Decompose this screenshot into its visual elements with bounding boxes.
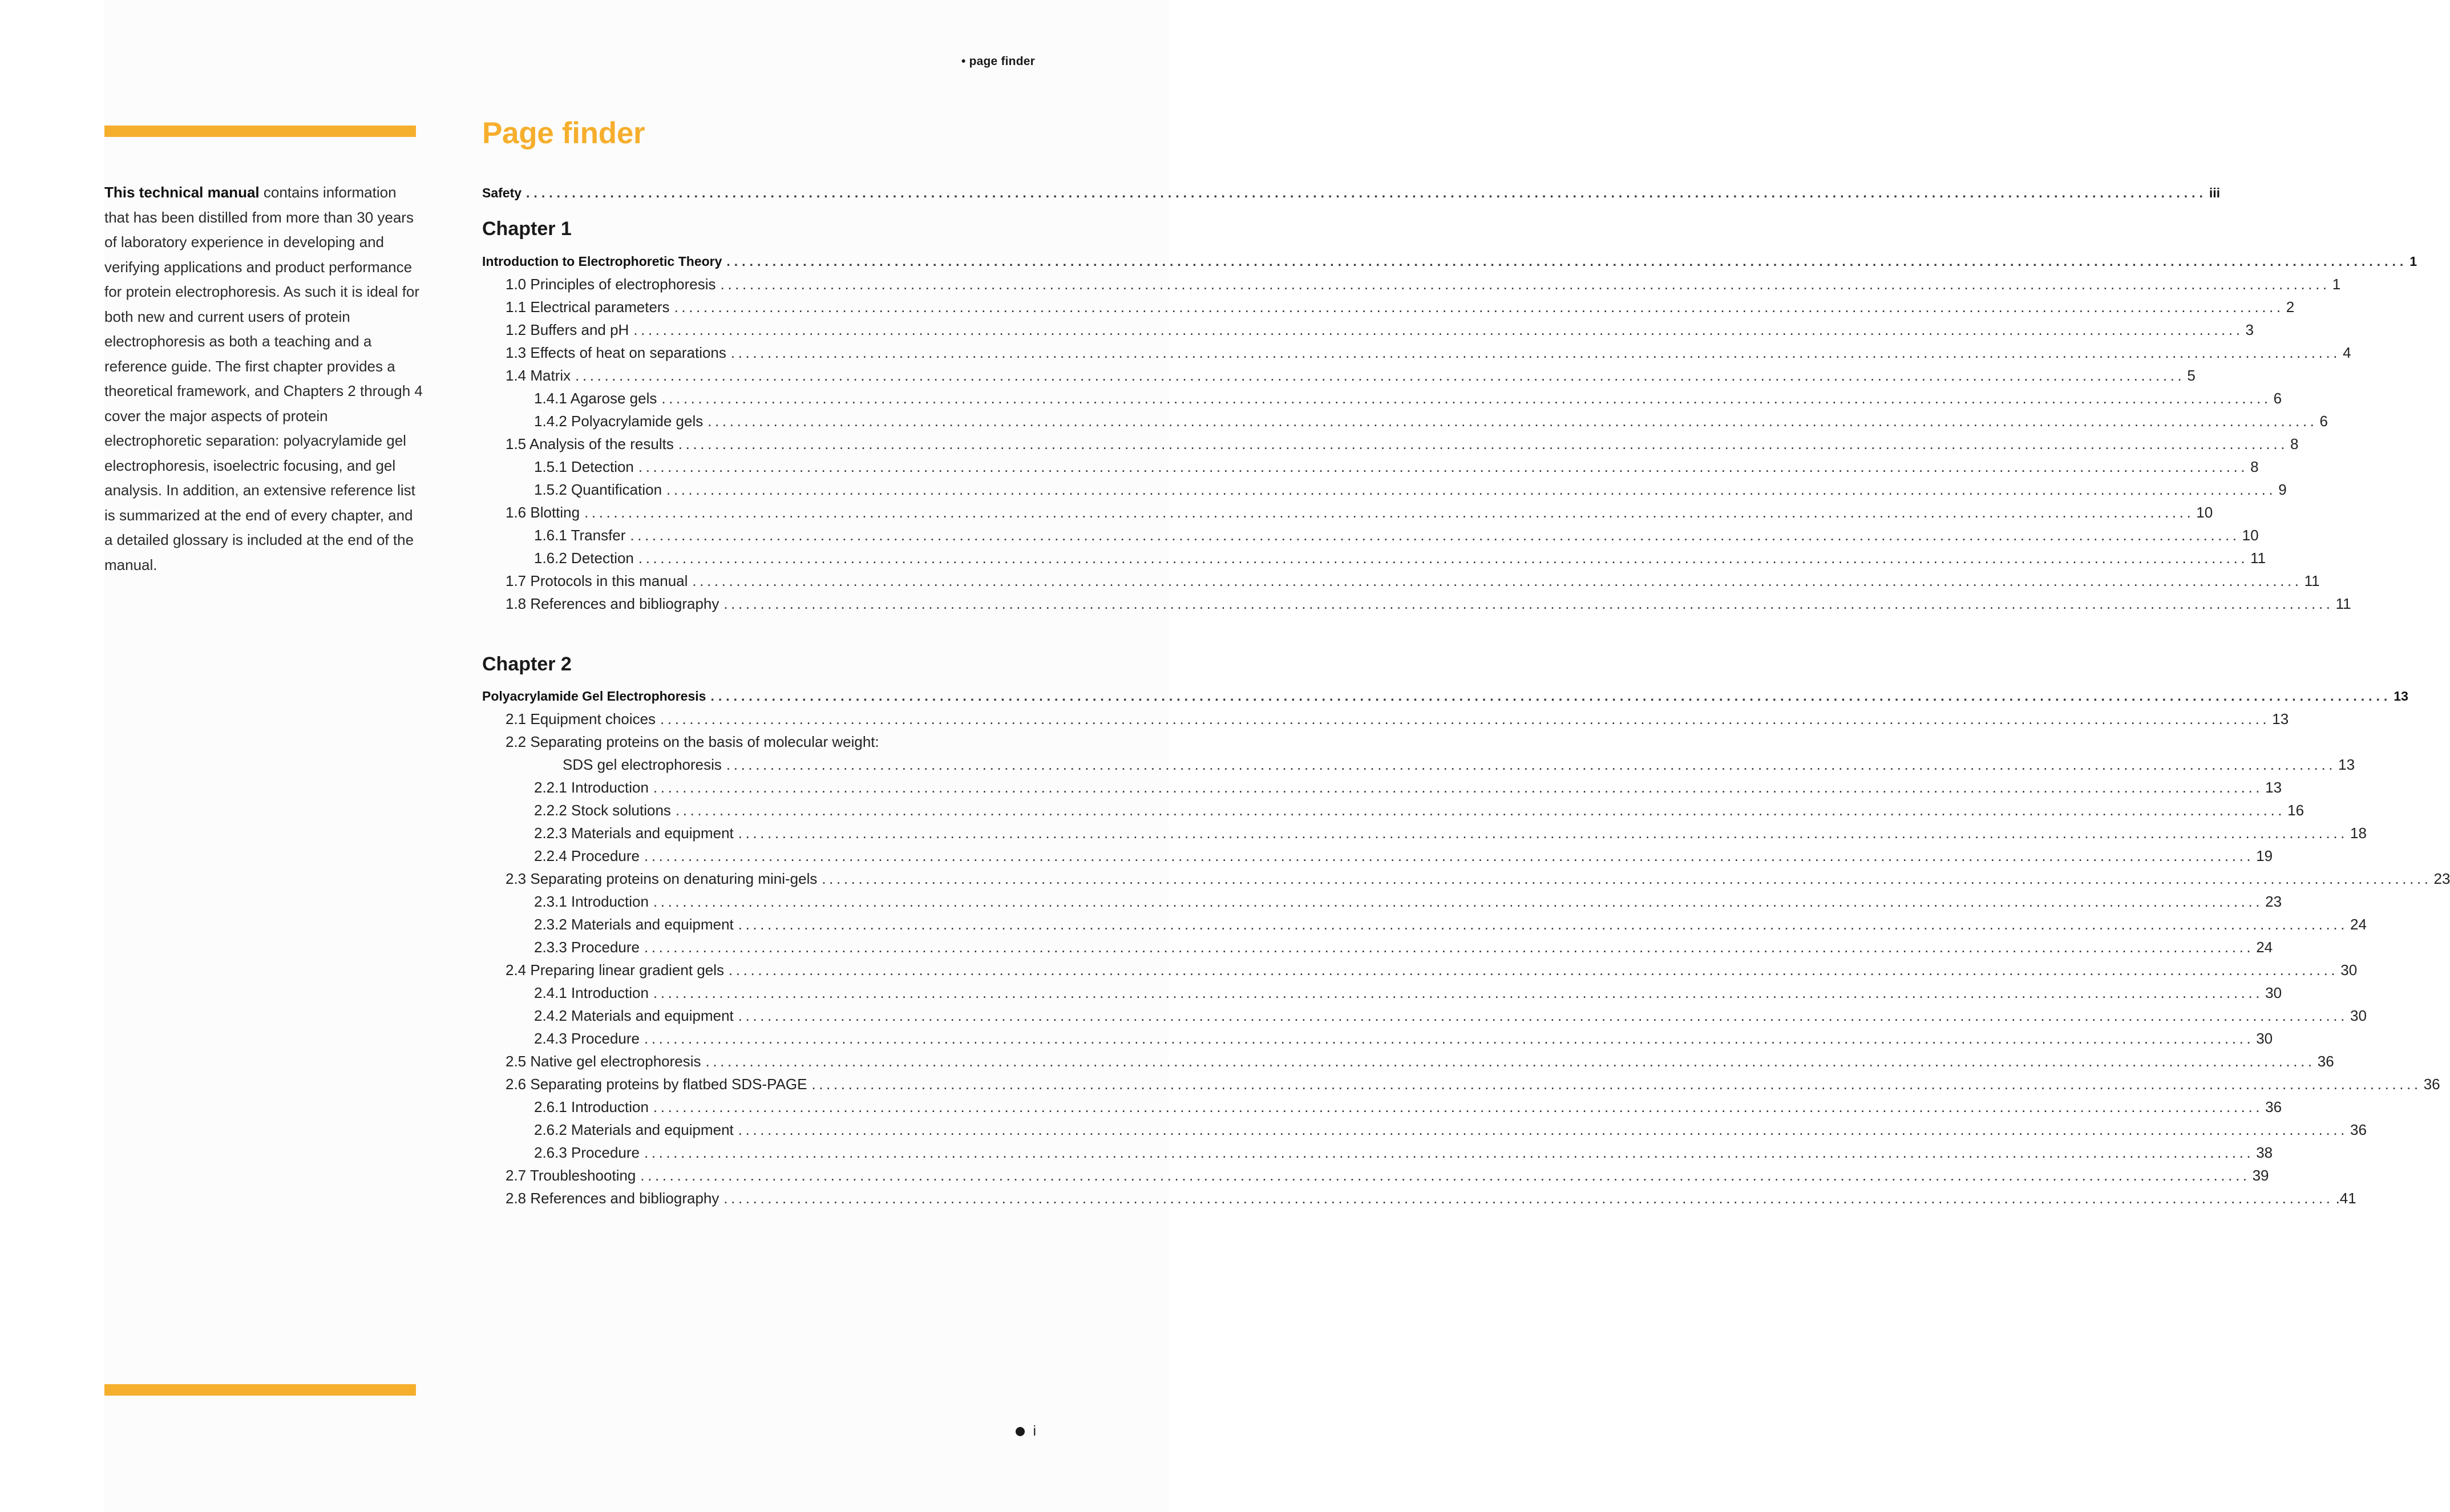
- toc-entry[interactable]: 2.3.2 Materials and equipment ............................................................................................................................................................................................................................ 24: [482, 913, 1033, 936]
- toc-entry[interactable]: 1.8 References and bibliography ............................................................................................................................................................................................................................ 11: [482, 592, 1033, 615]
- page-number-value: i: [1033, 1423, 1036, 1439]
- dot-leader: ............................................................................................................................................................................................................................: [638, 549, 2249, 567]
- sidebar-lead: This technical manual: [104, 184, 260, 201]
- toc-entry[interactable]: 2.8 References and bibliography ............................................................................................................................................................................................................................ .41: [482, 1187, 1033, 1210]
- running-head: • page finder: [961, 55, 1035, 68]
- toc-entry[interactable]: 2.2.4 Procedure ............................................................................................................................................................................................................................ 19: [482, 844, 1033, 867]
- page-number: [1016, 1423, 1036, 1440]
- toc-entry[interactable]: 1.2 Buffers and pH ............................................................................................................................................................................................................................ 3: [482, 318, 1033, 341]
- toc-entry[interactable]: 1.5 Analysis of the results ............................................................................................................................................................................................................................ 8: [482, 432, 1033, 455]
- dot-leader: ............................................................................................................................................................................................................................: [822, 870, 2432, 887]
- dot-leader: ............................................................................................................................................................................................................................: [675, 802, 2286, 819]
- toc-page: 1: [2409, 254, 2417, 269]
- dot-leader: ............................................................................................................................................................................................................................: [644, 939, 2254, 956]
- toc-chapter-2-title[interactable]: [482, 685, 2408, 708]
- dot-leader: ............................................................................................................................................................................................................................: [726, 756, 2336, 773]
- dot-leader: ............................................................................................................................................................................................................................: [653, 984, 2263, 1001]
- dot-leader: ............................................................................................................................................................................................................................: [644, 1030, 2254, 1047]
- toc-entry[interactable]: 1.0 Principles of electrophoresis ............................................................................................................................................................................................................................ 1: [482, 273, 1033, 296]
- dot-leader: ............................................................................................................................................................................................................................: [729, 961, 2339, 979]
- dot-leader: ............................................................................................................................................................................................................................: [726, 254, 2408, 269]
- toc-page: iii: [2209, 185, 2221, 200]
- toc-entry[interactable]: 2.4.1 Introduction ............................................................................................................................................................................................................................ 30: [482, 981, 1033, 1004]
- toc-label: Polyacrylamide Gel Electrophoresis: [482, 689, 706, 704]
- dot-leader: ............................................................................................................................................................................................................................: [723, 595, 2334, 612]
- toc-entry[interactable]: SDS gel electrophoresis ............................................................................................................................................................................................................................ 13: [482, 753, 1033, 776]
- bullet-icon: [1016, 1427, 1025, 1436]
- dot-leader: ............................................................................................................................................................................................................................: [630, 527, 2240, 544]
- toc-entry[interactable]: 2.3.3 Procedure ............................................................................................................................................................................................................................ 24: [482, 936, 1033, 959]
- page-title: Page finder: [482, 116, 645, 150]
- dot-leader: ............................................................................................................................................................................................................................: [575, 367, 2185, 384]
- toc-entry[interactable]: 2.3 Separating proteins on denaturing mini-gels ............................................................................................................................................................................................................................ 23: [482, 867, 1033, 890]
- toc-safety[interactable]: [482, 181, 2221, 204]
- toc-entry[interactable]: 2.6.1 Introduction ............................................................................................................................................................................................................................ 36: [482, 1095, 1033, 1118]
- toc-chapter-1-title[interactable]: [482, 250, 2417, 273]
- dot-leader: ............................................................................................................................................................................................................................: [710, 689, 2392, 704]
- dot-leader: ............................................................................................................................................................................................................................: [674, 298, 2284, 316]
- dot-leader: ............................................................................................................................................................................................................................: [653, 1098, 2263, 1115]
- sidebar-intro: [104, 180, 424, 577]
- chapter-1-heading: Chapter 1: [482, 218, 572, 240]
- toc-entry[interactable]: 2.4 Preparing linear gradient gels ............................................................................................................................................................................................................................ 30: [482, 959, 1033, 981]
- toc-page: 13: [2394, 689, 2408, 704]
- dot-leader: ............................................................................................................................................................................................................................: [526, 185, 2207, 200]
- toc-entry[interactable]: 1.4.1 Agarose gels ............................................................................................................................................................................................................................ 6: [482, 387, 1033, 410]
- dot-leader: ............................................................................................................................................................................................................................: [678, 435, 2289, 452]
- dot-leader: ............................................................................................................................................................................................................................: [723, 1190, 2334, 1207]
- toc-entry[interactable]: 2.3.1 Introduction ............................................................................................................................................................................................................................ 23: [482, 890, 1033, 913]
- toc-entry[interactable]: 1.4 Matrix ............................................................................................................................................................................................................................ 5: [482, 364, 1033, 387]
- toc-entry[interactable]: 1.4.2 Polyacrylamide gels ............................................................................................................................................................................................................................ 6: [482, 410, 1033, 432]
- toc-entry[interactable]: 2.2.3 Materials and equipment ............................................................................................................................................................................................................................ 18: [482, 822, 1033, 844]
- toc-entry[interactable]: 2.6.3 Procedure ............................................................................................................................................................................................................................ 38: [482, 1141, 1033, 1164]
- dot-leader: ............................................................................................................................................................................................................................: [707, 413, 2318, 430]
- dot-leader: ............................................................................................................................................................................................................................: [653, 779, 2263, 796]
- accent-bar-top: [104, 126, 416, 137]
- toc-entry[interactable]: 1.6.2 Detection ............................................................................................................................................................................................................................ 11: [482, 547, 1033, 569]
- toc-label: Safety: [482, 185, 522, 200]
- toc-entry[interactable]: 2.2 Separating proteins on the basis of molecular weight:: [506, 733, 879, 750]
- toc-entry[interactable]: 1.6.1 Transfer ............................................................................................................................................................................................................................ 10: [482, 524, 1033, 547]
- dot-leader: ............................................................................................................................................................................................................................: [640, 1167, 2250, 1184]
- sidebar-text: contains information that has been distilled from more than 30 years of laboratory experience in developing and verifying applications and product performance for protein electrophoresis. As such it is ideal for both new and current users of protein electrophoresis as both a teaching and a reference guide. The first chapter provides a theoretical framework, and Chapters 2 through 4 cover the major aspects of protein electrophoretic separation: polyacrylamide gel electrophoresis, isoelectric focusing, and gel analysis. In addition, an extensive reference list is summarized at the end of every chapter, and a detailed glossary is included at the end of the manual.: [104, 184, 423, 573]
- dot-leader: ............................................................................................................................................................................................................................: [633, 321, 2243, 338]
- toc-label: Introduction to Electrophoretic Theory: [482, 254, 722, 269]
- toc-entry[interactable]: 2.4.3 Procedure ............................................................................................................................................................................................................................ 30: [482, 1027, 1033, 1050]
- dot-leader: ............................................................................................................................................................................................................................: [738, 824, 2348, 842]
- toc-entry[interactable]: 2.7 Troubleshooting ............................................................................................................................................................................................................................ 39: [482, 1164, 1033, 1187]
- toc-entry[interactable]: 2.6.2 Materials and equipment ............................................................................................................................................................................................................................ 36: [482, 1118, 1033, 1141]
- toc-entry[interactable]: 1.6 Blotting ............................................................................................................................................................................................................................ 10: [482, 501, 1033, 524]
- dot-leader: ............................................................................................................................................................................................................................: [638, 458, 2249, 475]
- toc-entry[interactable]: 1.7 Protocols in this manual ............................................................................................................................................................................................................................ 11: [482, 569, 1033, 592]
- toc-entry[interactable]: 2.5 Native gel electrophoresis ............................................................................................................................................................................................................................ 36: [482, 1050, 1033, 1073]
- toc-entry[interactable]: 2.4.2 Materials and equipment ............................................................................................................................................................................................................................ 30: [482, 1004, 1033, 1027]
- dot-leader: ............................................................................................................................................................................................................................: [692, 572, 2302, 589]
- chapter-2-heading: Chapter 2: [482, 653, 572, 675]
- dot-leader: ............................................................................................................................................................................................................................: [584, 504, 2194, 521]
- toc-entry[interactable]: 1.1 Electrical parameters ............................................................................................................................................................................................................................ 2: [482, 296, 1033, 318]
- dot-leader: ............................................................................................................................................................................................................................: [720, 276, 2330, 293]
- dot-leader: ............................................................................................................................................................................................................................: [738, 1007, 2348, 1024]
- dot-leader: ............................................................................................................................................................................................................................: [661, 390, 2271, 407]
- dot-leader: ............................................................................................................................................................................................................................: [811, 1076, 2421, 1093]
- accent-bar-bottom: [104, 1384, 416, 1396]
- toc-entry[interactable]: 1.5.2 Quantification ............................................................................................................................................................................................................................ 9: [482, 478, 1033, 501]
- dot-leader: ............................................................................................................................................................................................................................: [738, 1121, 2348, 1138]
- dot-leader: ............................................................................................................................................................................................................................: [730, 344, 2341, 361]
- toc-entry[interactable]: 1.3 Effects of heat on separations ............................................................................................................................................................................................................................ 4: [482, 341, 1033, 364]
- dot-leader: ............................................................................................................................................................................................................................: [738, 916, 2348, 933]
- dot-leader: ............................................................................................................................................................................................................................: [705, 1053, 2315, 1070]
- dot-leader: ............................................................................................................................................................................................................................: [644, 847, 2254, 864]
- dot-leader: ............................................................................................................................................................................................................................: [660, 710, 2270, 727]
- toc-entry[interactable]: 2.1 Equipment choices ............................................................................................................................................................................................................................ 13: [482, 708, 1033, 730]
- dot-leader: ............................................................................................................................................................................................................................: [653, 893, 2263, 910]
- toc-entry[interactable]: 2.6 Separating proteins by flatbed SDS-PAGE ............................................................................................................................................................................................................................ 36: [482, 1073, 1033, 1095]
- dot-leader: ............................................................................................................................................................................................................................: [666, 481, 2277, 498]
- toc-entry[interactable]: 2.2.2 Stock solutions ............................................................................................................................................................................................................................ 16: [482, 799, 1033, 822]
- dot-leader: ............................................................................................................................................................................................................................: [644, 1144, 2254, 1161]
- toc-entry[interactable]: 2.2.1 Introduction ............................................................................................................................................................................................................................ 13: [482, 776, 1033, 799]
- toc-entry[interactable]: 1.5.1 Detection ............................................................................................................................................................................................................................ 8: [482, 455, 1033, 478]
